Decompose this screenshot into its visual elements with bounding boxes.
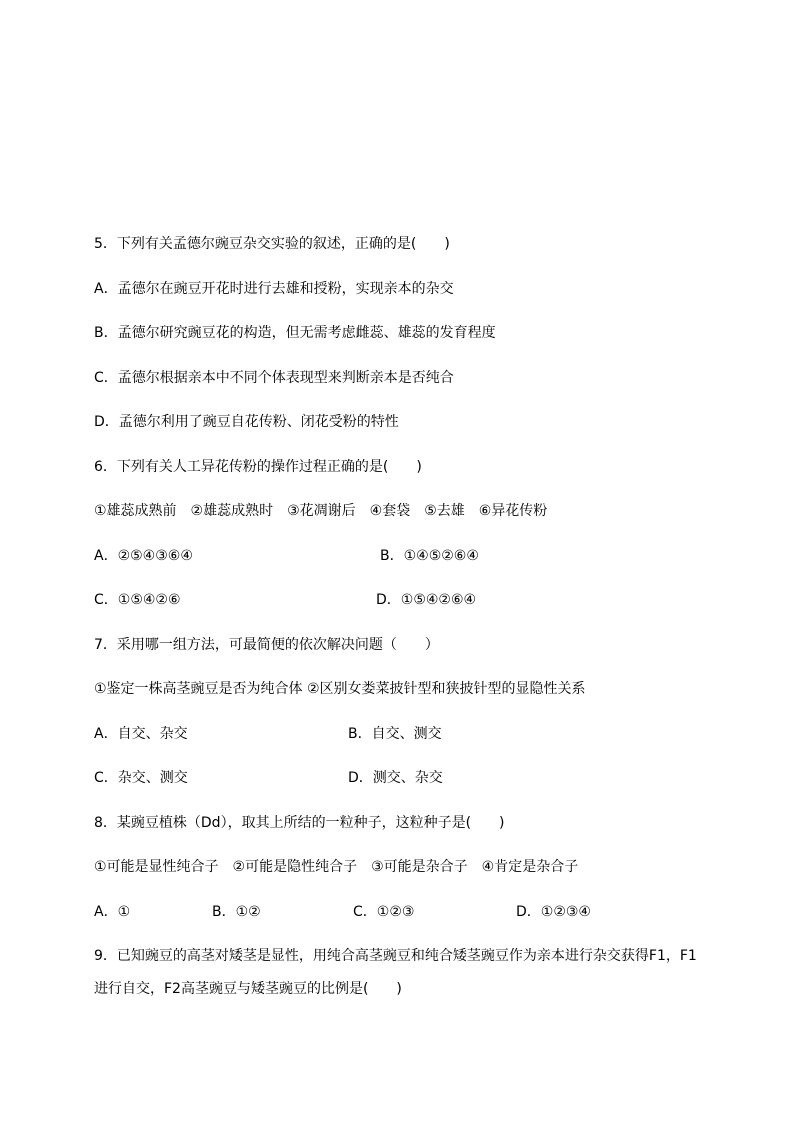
question-5-stem: 5．下列有关孟德尔豌豆杂交实验的叙述，正确的是( )	[94, 236, 450, 252]
question-8-items: ①可能是显性纯合子 ②可能是隐性纯合子 ③可能是杂合子 ④肯定是杂合子	[94, 859, 579, 875]
question-9-stem-line-2: 进行自交，F2高茎豌豆与矮茎豌豆的比例是( )	[94, 981, 402, 997]
question-8-option-c: C．①②③	[353, 904, 415, 920]
question-6-stem: 6．下列有关人工异花传粉的操作过程正确的是( )	[94, 459, 422, 475]
question-5-option-d: D．孟德尔利用了豌豆自花传粉、闭花受粉的特性	[94, 414, 399, 430]
question-7-option-a: A．自交、杂交	[94, 726, 188, 742]
question-7-option-b: B．自交、测交	[348, 726, 442, 742]
question-7-option-c: C．杂交、测交	[94, 770, 188, 786]
question-5-option-c: C．孟德尔根据亲本中不同个体表现型来判断亲本是否纯合	[94, 370, 454, 386]
question-6-option-b: B．①④⑤②⑥④	[380, 548, 479, 564]
question-6-option-d: D．①⑤④②⑥④	[376, 592, 477, 608]
question-8-option-d: D．①②③④	[516, 904, 591, 920]
question-8-stem: 8．某豌豆植株（Dd），取其上所结的一粒种子，这粒种子是( )	[94, 815, 505, 831]
question-7-option-d: D．测交、杂交	[348, 770, 443, 786]
question-7-items: ①鉴定一株高茎豌豆是否为纯合体 ②区别女娄菜披针型和狭披针型的显隐性关系	[94, 681, 586, 697]
question-6-option-a: A．②⑤④③⑥④	[94, 548, 193, 564]
question-8-option-b: B．①②	[212, 904, 261, 920]
question-6-items: ①雄蕊成熟前 ②雄蕊成熟时 ③花凋谢后 ④套袋 ⑤去雄 ⑥异花传粉	[94, 503, 548, 519]
question-8-option-a: A．①	[94, 904, 131, 920]
question-5-option-b: B．孟德尔研究豌豆花的构造，但无需考虑雌蕊、雄蕊的发育程度	[94, 325, 496, 341]
question-5-option-a: A．孟德尔在豌豆开花时进行去雄和授粉，实现亲本的杂交	[94, 281, 454, 297]
question-6-option-c: C．①⑤④②⑥	[94, 592, 181, 608]
question-9-stem-line-1: 9．已知豌豆的高茎对矮茎是显性，用纯合高茎豌豆和纯合矮茎豌豆作为亲本进行杂交获得F1，F1	[94, 948, 697, 964]
question-7-stem: 7．采用哪一组方法，可最简便的依次解决问题（ ）	[94, 637, 439, 653]
